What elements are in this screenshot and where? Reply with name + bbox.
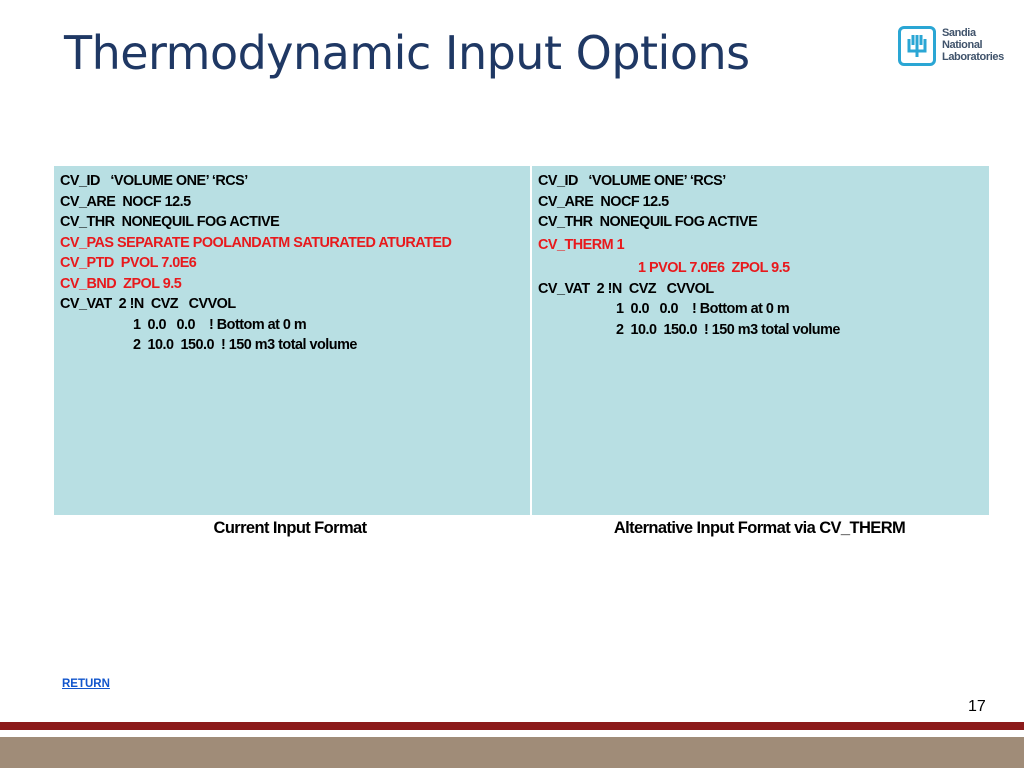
code-line: CV_VAT 2 !N CVZ CVVOL	[538, 280, 714, 297]
code-line: CV_THR NONEQUIL FOG ACTIVE	[60, 214, 280, 230]
alternative-format-cell	[531, 165, 990, 516]
code-line: CV_VAT 2 !N CVZ CVVOL	[60, 296, 236, 312]
return-link[interactable]: RETURN	[62, 678, 110, 690]
code-line: CV_THR NONEQUIL FOG ACTIVE	[538, 214, 758, 230]
page-number: 17	[968, 698, 986, 715]
code-line-highlight: CV_PAS SEPARATE POOLANDATM SATURATED ATURATED	[60, 234, 452, 251]
alternative-format-caption: Alternative Input Format via CV_THERM	[613, 519, 906, 537]
code-line-indented: 1 0.0 0.0 ! Bottom at 0 m	[133, 316, 307, 333]
slide-title: Thermodynamic Input Options	[64, 26, 750, 80]
current-format-cell	[53, 165, 531, 516]
code-line-indented: 2 10.0 150.0 ! 150 m3 total volume	[616, 321, 840, 338]
footer-red-bar	[0, 722, 1024, 730]
code-line-highlight: CV_PTD PVOL 7.0E6	[60, 255, 197, 271]
code-line-indented: 2 10.0 150.0 ! 150 m3 total volume	[133, 337, 357, 353]
code-line-highlight: 1 PVOL 7.0E6 ZPOL 9.5	[638, 259, 790, 276]
input-comparison-table	[52, 164, 991, 517]
sandia-thunderbird-icon	[898, 26, 936, 66]
code-line: CV_ARE NOCF 12.5	[60, 193, 191, 210]
code-line: CV_ARE NOCF 12.5	[538, 193, 669, 210]
sandia-logo	[898, 26, 1002, 68]
code-line: CV_ID ‘VOLUME ONE’ ‘RCS’	[60, 173, 248, 189]
code-line: CV_ID ‘VOLUME ONE’ ‘RCS’	[538, 173, 726, 189]
logo-line-2: National	[942, 39, 983, 51]
current-format-caption: Current Input Format	[213, 519, 367, 537]
logo-text	[942, 27, 1004, 63]
code-line-highlight: CV_THERM 1	[538, 236, 625, 253]
footer-tan-bar	[0, 737, 1024, 768]
logo-line-3: Laboratories	[942, 51, 1004, 63]
code-line-highlight: CV_BND ZPOL 9.5	[60, 275, 182, 292]
code-line-indented: 1 0.0 0.0 ! Bottom at 0 m	[616, 301, 790, 317]
logo-line-1: Sandia	[942, 27, 976, 39]
